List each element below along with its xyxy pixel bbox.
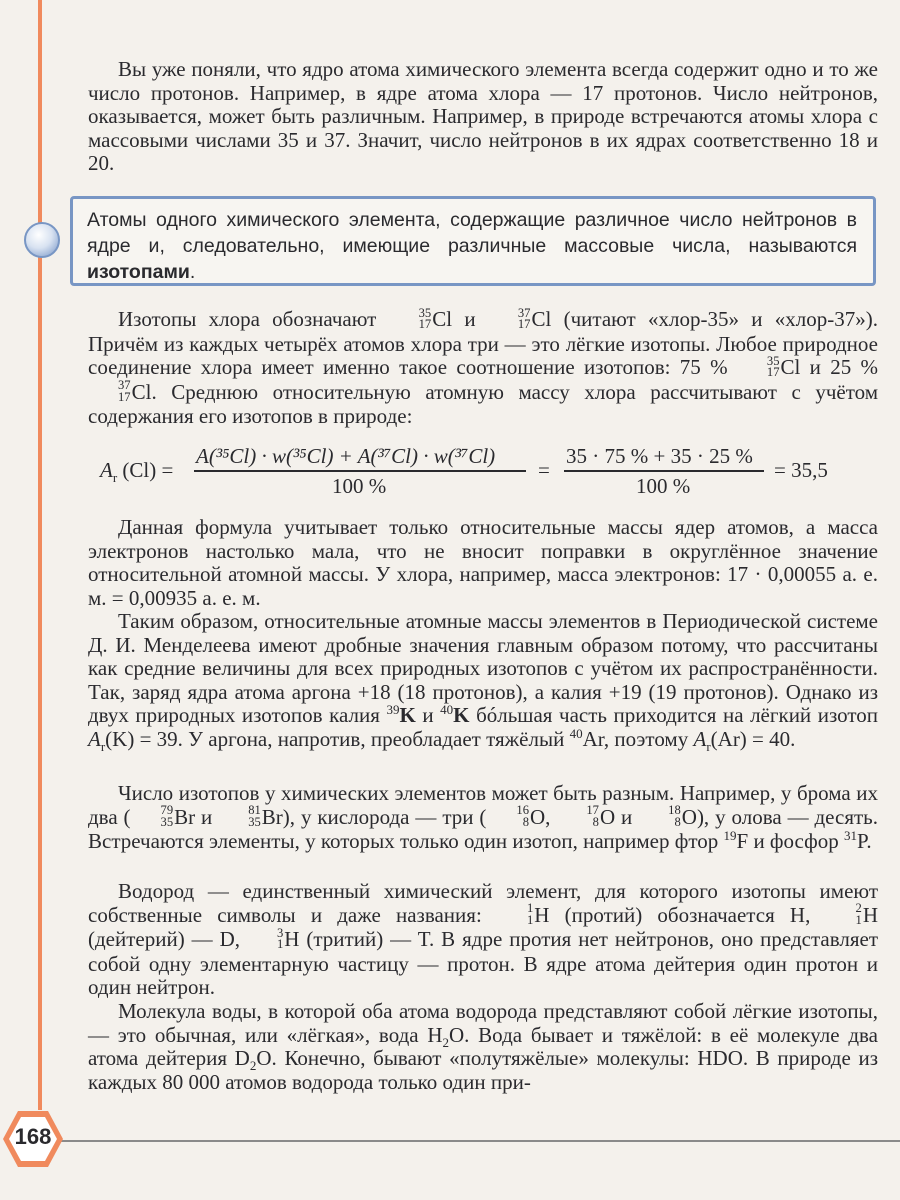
bullet-circle-icon — [22, 220, 62, 260]
definition-box — [70, 196, 876, 286]
formula-denominator-2: 100 % — [636, 474, 691, 498]
average-mass-formula — [100, 444, 880, 500]
formula-equals: = — [538, 458, 550, 482]
intro-paragraph: Вы уже поняли, что ядро атома химического элемента всегда содержит одно и то же число протонов. Например, в ядре атома хлора — 17 протонов. Число нейтронов, оказывается, может быть различным. Например, в природе встречаются атомы хлора с массовыми числами 35 и 37. Значит, число нейтронов в их ядрах соответственно 18 и 20. — [88, 57, 878, 176]
water-paragraph: Молекула воды, в которой оба атома водорода представляют собой лёгкие изотопы, — это обычная, или «лёгкая», вода $H_2O$. Вода бывает и тяжёлой: в её молекуле два атома дейтерия $D_2O$. Конечно, бывают «полутяжёлые» молекулы: HDO. В природе из каждых 80 000 атомов водорода только один при- — [88, 999, 878, 1094]
page-number: 168 — [14, 1124, 52, 1149]
bottom-rule — [40, 1140, 900, 1142]
margin-line — [38, 0, 42, 1110]
formula-numerator-2: 35 · 75 % + 35 · 25 % — [566, 444, 753, 468]
definition-term: изотопами — [87, 261, 190, 283]
formula-lhs: $A_r$ (Cl) = — [100, 458, 174, 486]
formula-numerator-1: A(³⁵Cl) · w(³⁵Cl) + A(³⁷Cl) · w(³⁷Cl) — [196, 444, 496, 468]
periodic-paragraph: Таким образом, относительные атомные массы элементов в Периодической системе Д. И. Менделеева имеют дробные значения главным образом потому, что рассчитаны как средние величины для всех природных изотопов с учётом их распространённости. Так, заряд ядра атома аргона +18 (18 протонов), а калия +19 (19 протонов). Однако из двух природных изотопов калия $^{39}$K и $^{40}$K бóльшая часть приходится на лёгкий изотоп $A_r(K) = 39$. У аргона, напротив, преобладает тяжёлый $^{40}$Ar, поэтому $A_r(Ar) = 40$. — [88, 609, 878, 755]
electron-mass-paragraph: Данная формула учитывает только относительные массы ядер атомов, а масса электронов настолько мала, что не вносит поправки в округлённое значение относительной атомной массы. У хлора, например, масса электронов: 17 · 0,00055 а. е. м. = 0,00935 а. е. м. — [88, 515, 878, 610]
formula-denominator-1: 100 % — [332, 474, 387, 498]
hydrogen-paragraph: Водород — единственный химический элемент, для которого изотопы имеют собственные символы и даже названия: 1 1 H (протий) обозначается H, 2 1 H (дейтерий) — D, 3 1 H (тритий) — T. В ядре протия нет нейтронов, оно представляет собой одну элементарную частицу — протон. В ядре атома дейтерия один протон и один нейтрон. — [88, 879, 878, 1000]
fraction-line-2 — [564, 470, 764, 472]
formula-result: = 35,5 — [774, 458, 828, 482]
fraction-line-1 — [194, 470, 526, 472]
isotopes-paragraph: Изотопы хлора обозначают 35 17 Cl и 37 17 Cl (читают «хлор-35» и «хлор-37»). Причём из каждых четырёх атомов хлора три — это лёгкие изотопы. Любое природное соединение хлора имеет именно такое соотношение изотопов: 75 % 35 17 Cl и 25 % 37 17 Cl. Среднюю относительную атомную массу хлора рассчитывают с учётом содержания его изотопов в природе: — [88, 305, 879, 429]
isotope-count-paragraph: Число изотопов у химических элементов может быть разным. Например, у брома их два ( 79 35 Br и 81 35 Br), у кислорода — три ( 16 8 O, 17 8 O и 18 8 O), у олова — десять. Встречаются элементы, у которых только один изотоп, например фтор $^{19}$F и фосфор $^{31}$P. — [88, 781, 878, 854]
definition-text: Атомы одного химического элемента, содержащие различное число нейтронов в ядре и, следовательно, имеющие различные массовые числа, называются изотопами. — [87, 209, 857, 283]
